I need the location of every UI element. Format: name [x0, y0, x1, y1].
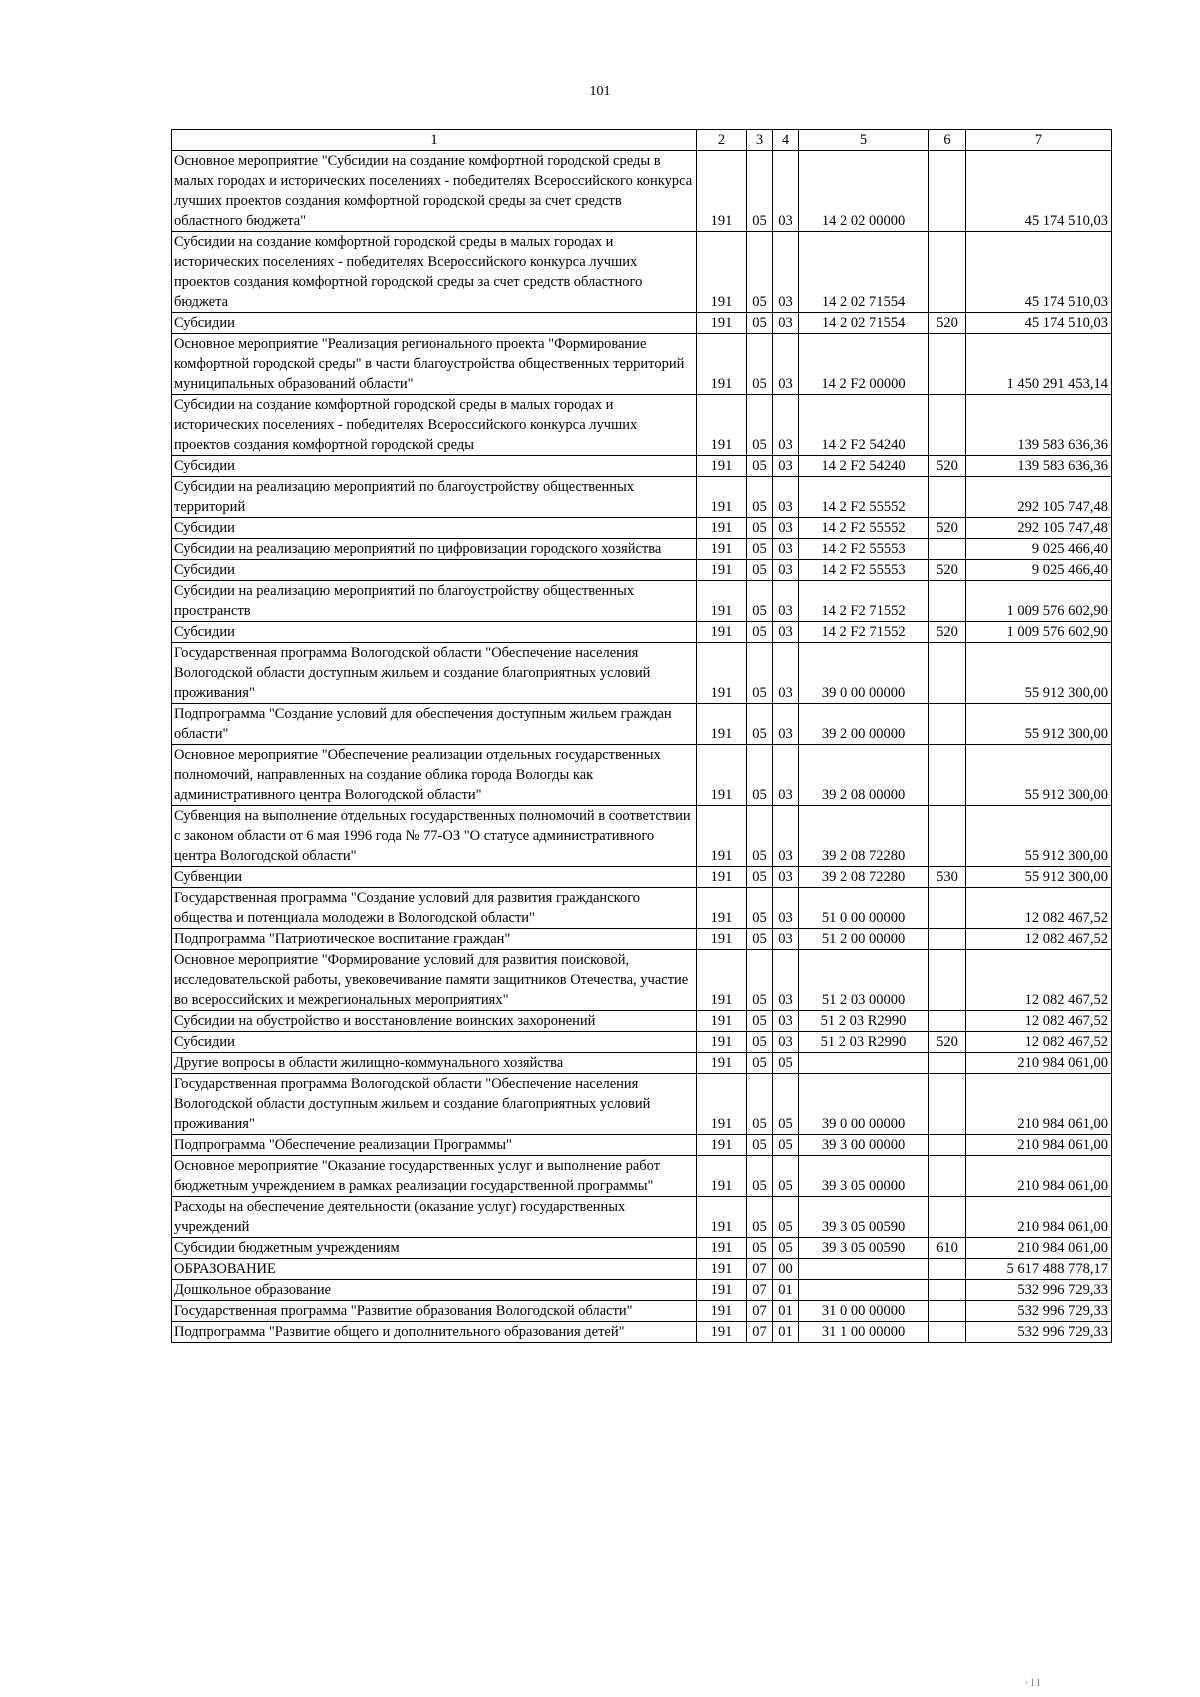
amount-cell: 210 984 061,00: [966, 1197, 1112, 1238]
expense-type-cell: [929, 477, 966, 518]
target-article-cell: 14 2 F2 00000: [799, 334, 929, 395]
target-article-cell: 39 3 05 00000: [799, 1156, 929, 1197]
code-cell: 191: [697, 867, 747, 888]
amount-cell: 210 984 061,00: [966, 1074, 1112, 1135]
expense-type-cell: [929, 1322, 966, 1343]
subsection-cell: 03: [773, 745, 799, 806]
subsection-cell: 05: [773, 1053, 799, 1074]
item-name-cell: Субсидии: [172, 456, 697, 477]
expense-type-cell: [929, 1259, 966, 1280]
subsection-cell: 05: [773, 1197, 799, 1238]
table-row: [172, 334, 1112, 395]
amount-cell: 1 009 576 602,90: [966, 581, 1112, 622]
subsection-cell: 01: [773, 1322, 799, 1343]
subsection-cell: 03: [773, 581, 799, 622]
table-row: [172, 539, 1112, 560]
table-row: [172, 1032, 1112, 1053]
section-cell: 05: [747, 1197, 773, 1238]
expense-type-cell: [929, 539, 966, 560]
subsection-cell: 03: [773, 950, 799, 1011]
amount-cell: 12 082 467,52: [966, 1011, 1112, 1032]
item-name-cell: Подпрограмма "Развитие общего и дополнительного образования детей": [172, 1322, 697, 1343]
amount-cell: 45 174 510,03: [966, 313, 1112, 334]
target-article-cell: 39 2 08 00000: [799, 745, 929, 806]
target-article-cell: [799, 1259, 929, 1280]
table-row: [172, 477, 1112, 518]
target-article-cell: 14 2 F2 54240: [799, 456, 929, 477]
code-cell: 191: [697, 334, 747, 395]
subsection-cell: 03: [773, 704, 799, 745]
code-cell: 191: [697, 950, 747, 1011]
expense-type-cell: [929, 1301, 966, 1322]
amount-cell: 532 996 729,33: [966, 1280, 1112, 1301]
header-cell: 1: [172, 130, 697, 151]
expense-type-cell: 610: [929, 1238, 966, 1259]
subsection-cell: 03: [773, 477, 799, 518]
section-cell: 05: [747, 151, 773, 232]
expense-type-cell: [929, 334, 966, 395]
code-cell: 191: [697, 704, 747, 745]
section-cell: 05: [747, 888, 773, 929]
target-article-cell: 31 1 00 00000: [799, 1322, 929, 1343]
section-cell: 05: [747, 1156, 773, 1197]
section-cell: 05: [747, 477, 773, 518]
code-cell: 191: [697, 581, 747, 622]
subsection-cell: 03: [773, 456, 799, 477]
code-cell: 191: [697, 1280, 747, 1301]
item-name-cell: Дошкольное образование: [172, 1280, 697, 1301]
corner-mark: · l l: [1024, 1677, 1040, 1689]
subsection-cell: 03: [773, 1032, 799, 1053]
amount-cell: 139 583 636,36: [966, 456, 1112, 477]
target-article-cell: 14 2 02 00000: [799, 151, 929, 232]
table-row: [172, 1074, 1112, 1135]
expense-type-cell: [929, 888, 966, 929]
code-cell: 191: [697, 151, 747, 232]
table-row: [172, 1053, 1112, 1074]
target-article-cell: 14 2 F2 55553: [799, 539, 929, 560]
target-article-cell: [799, 1280, 929, 1301]
header-cell: 7: [966, 130, 1112, 151]
amount-cell: 5 617 488 778,17: [966, 1259, 1112, 1280]
item-name-cell: Субсидии на создание комфортной городской среды в малых городах и исторических поселениях - победителях Всероссийского конкурса лучших проектов создания комфортной городской среды: [172, 395, 697, 456]
amount-cell: 210 984 061,00: [966, 1053, 1112, 1074]
item-name-cell: Субсидии на реализацию мероприятий по благоустройству общественных территорий: [172, 477, 697, 518]
amount-cell: 532 996 729,33: [966, 1301, 1112, 1322]
code-cell: 191: [697, 745, 747, 806]
code-cell: 191: [697, 1197, 747, 1238]
item-name-cell: Субсидии: [172, 1032, 697, 1053]
section-cell: 07: [747, 1322, 773, 1343]
expense-type-cell: [929, 806, 966, 867]
item-name-cell: Субсидии: [172, 518, 697, 539]
code-cell: 191: [697, 1322, 747, 1343]
table-row: [172, 1156, 1112, 1197]
subsection-cell: 03: [773, 334, 799, 395]
expense-type-cell: [929, 395, 966, 456]
section-cell: 05: [747, 622, 773, 643]
section-cell: 07: [747, 1301, 773, 1322]
item-name-cell: Субвенция на выполнение отдельных государственных полномочий в соответствии с законом области от 6 мая 1996 года № 77-ОЗ "О статусе административного центра Вологодской области": [172, 806, 697, 867]
expense-type-cell: [929, 929, 966, 950]
section-cell: 05: [747, 929, 773, 950]
amount-cell: 1 450 291 453,14: [966, 334, 1112, 395]
item-name-cell: ОБРАЗОВАНИЕ: [172, 1259, 697, 1280]
code-cell: 191: [697, 477, 747, 518]
target-article-cell: 39 2 08 72280: [799, 806, 929, 867]
section-cell: 05: [747, 867, 773, 888]
target-article-cell: [799, 1053, 929, 1074]
amount-cell: 139 583 636,36: [966, 395, 1112, 456]
expense-type-cell: 530: [929, 867, 966, 888]
expense-type-cell: [929, 950, 966, 1011]
table-row: [172, 395, 1112, 456]
header-cell: 3: [747, 130, 773, 151]
amount-cell: 292 105 747,48: [966, 477, 1112, 518]
code-cell: 191: [697, 313, 747, 334]
amount-cell: 12 082 467,52: [966, 929, 1112, 950]
target-article-cell: 51 2 03 00000: [799, 950, 929, 1011]
section-cell: 05: [747, 1135, 773, 1156]
target-article-cell: 39 3 00 00000: [799, 1135, 929, 1156]
subsection-cell: 05: [773, 1156, 799, 1197]
expense-type-cell: [929, 1197, 966, 1238]
table-row: [172, 643, 1112, 704]
item-name-cell: Государственная программа "Создание условий для развития гражданского общества и потенциала молодежи в Вологодской области": [172, 888, 697, 929]
subsection-cell: 01: [773, 1301, 799, 1322]
code-cell: 191: [697, 1259, 747, 1280]
target-article-cell: 14 2 02 71554: [799, 313, 929, 334]
target-article-cell: 39 3 05 00590: [799, 1238, 929, 1259]
subsection-cell: 05: [773, 1074, 799, 1135]
table-row: [172, 888, 1112, 929]
item-name-cell: Подпрограмма "Создание условий для обеспечения доступным жильем граждан области": [172, 704, 697, 745]
target-article-cell: 14 2 02 71554: [799, 232, 929, 313]
table-row: [172, 518, 1112, 539]
section-cell: 07: [747, 1280, 773, 1301]
table-row: [172, 1135, 1112, 1156]
section-cell: 05: [747, 806, 773, 867]
subsection-cell: 01: [773, 1280, 799, 1301]
item-name-cell: Субсидии: [172, 313, 697, 334]
table-row: [172, 313, 1112, 334]
section-cell: 05: [747, 539, 773, 560]
code-cell: 191: [697, 888, 747, 929]
target-article-cell: 14 2 F2 54240: [799, 395, 929, 456]
amount-cell: 12 082 467,52: [966, 950, 1112, 1011]
item-name-cell: Другие вопросы в области жилищно-коммунального хозяйства: [172, 1053, 697, 1074]
expense-type-cell: [929, 1156, 966, 1197]
target-article-cell: 14 2 F2 55552: [799, 477, 929, 518]
amount-cell: 9 025 466,40: [966, 560, 1112, 581]
section-cell: 05: [747, 232, 773, 313]
table-row: [172, 929, 1112, 950]
item-name-cell: Субсидии: [172, 560, 697, 581]
table-row: [172, 1197, 1112, 1238]
item-name-cell: Субсидии на реализацию мероприятий по цифровизации городского хозяйства: [172, 539, 697, 560]
expense-type-cell: [929, 704, 966, 745]
code-cell: 191: [697, 806, 747, 867]
amount-cell: 55 912 300,00: [966, 867, 1112, 888]
item-name-cell: Основное мероприятие "Реализация регионального проекта "Формирование комфортной городской среды" в части благоустройства общественных территорий муниципальных образований области": [172, 334, 697, 395]
code-cell: 191: [697, 560, 747, 581]
table-row: [172, 1011, 1112, 1032]
section-cell: 05: [747, 1053, 773, 1074]
subsection-cell: 03: [773, 929, 799, 950]
item-name-cell: Подпрограмма "Патриотическое воспитание граждан": [172, 929, 697, 950]
item-name-cell: Подпрограмма "Обеспечение реализации Программы": [172, 1135, 697, 1156]
subsection-cell: 03: [773, 643, 799, 704]
header-cell: 5: [799, 130, 929, 151]
target-article-cell: 51 0 00 00000: [799, 888, 929, 929]
item-name-cell: Основное мероприятие "Формирование условий для развития поисковой, исследовательской работы, увековечивание памяти защитников Отечества, участие во всероссийских и межрегиональных мероприятиях": [172, 950, 697, 1011]
amount-cell: 45 174 510,03: [966, 151, 1112, 232]
target-article-cell: 39 0 00 00000: [799, 643, 929, 704]
subsection-cell: 03: [773, 560, 799, 581]
section-cell: 05: [747, 313, 773, 334]
item-name-cell: Субсидии: [172, 622, 697, 643]
amount-cell: 12 082 467,52: [966, 1032, 1112, 1053]
amount-cell: 55 912 300,00: [966, 643, 1112, 704]
section-cell: 05: [747, 1032, 773, 1053]
header-cell: 2: [697, 130, 747, 151]
section-cell: 05: [747, 560, 773, 581]
expense-type-cell: [929, 745, 966, 806]
table-row: [172, 867, 1112, 888]
item-name-cell: Основное мероприятие "Субсидии на создание комфортной городской среды в малых городах и исторических поселениях - победителях Всероссийского конкурса лучших проектов создания комфортной городской среды за счет средств областного бюджета": [172, 151, 697, 232]
amount-cell: 45 174 510,03: [966, 232, 1112, 313]
item-name-cell: Субсидии на обустройство и восстановление воинских захоронений: [172, 1011, 697, 1032]
item-name-cell: Субсидии на реализацию мероприятий по благоустройству общественных пространств: [172, 581, 697, 622]
item-name-cell: Субсидии бюджетным учреждениям: [172, 1238, 697, 1259]
table-row: [172, 151, 1112, 232]
code-cell: 191: [697, 1032, 747, 1053]
subsection-cell: 03: [773, 518, 799, 539]
budget-table-body: [172, 130, 1112, 1343]
header-cell: 6: [929, 130, 966, 151]
subsection-cell: 00: [773, 1259, 799, 1280]
item-name-cell: Субвенции: [172, 867, 697, 888]
header-cell: 4: [773, 130, 799, 151]
section-cell: 05: [747, 334, 773, 395]
section-cell: 05: [747, 745, 773, 806]
amount-cell: 210 984 061,00: [966, 1135, 1112, 1156]
subsection-cell: 03: [773, 1011, 799, 1032]
item-name-cell: Основное мероприятие "Обеспечение реализации отдельных государственных полномочий, направленных на создание облика города Вологды как административного центра Вологодской области": [172, 745, 697, 806]
target-article-cell: 39 2 08 72280: [799, 867, 929, 888]
amount-cell: 55 912 300,00: [966, 704, 1112, 745]
code-cell: 191: [697, 1238, 747, 1259]
target-article-cell: 14 2 F2 55552: [799, 518, 929, 539]
amount-cell: 1 009 576 602,90: [966, 622, 1112, 643]
expense-type-cell: 520: [929, 313, 966, 334]
section-cell: 05: [747, 704, 773, 745]
subsection-cell: 03: [773, 232, 799, 313]
subsection-cell: 03: [773, 622, 799, 643]
page-number: 101: [589, 84, 611, 99]
table-row: [172, 560, 1112, 581]
subsection-cell: 03: [773, 806, 799, 867]
table-row: [172, 950, 1112, 1011]
budget-table: [171, 129, 1112, 1343]
expense-type-cell: [929, 1011, 966, 1032]
expense-type-cell: 520: [929, 622, 966, 643]
section-cell: 05: [747, 1074, 773, 1135]
amount-cell: 9 025 466,40: [966, 539, 1112, 560]
subsection-cell: 03: [773, 313, 799, 334]
header-row: [172, 130, 1112, 151]
section-cell: 07: [747, 1259, 773, 1280]
item-name-cell: Субсидии на создание комфортной городской среды в малых городах и исторических поселениях - победителях Всероссийского конкурса лучших проектов создания комфортной городской среды за счет средств областного бюджета: [172, 232, 697, 313]
table-row: [172, 581, 1112, 622]
subsection-cell: 05: [773, 1135, 799, 1156]
expense-type-cell: [929, 151, 966, 232]
code-cell: 191: [697, 1301, 747, 1322]
table-row: [172, 745, 1112, 806]
code-cell: 191: [697, 929, 747, 950]
expense-type-cell: 520: [929, 518, 966, 539]
expense-type-cell: 520: [929, 456, 966, 477]
table-row: [172, 1322, 1112, 1343]
code-cell: 191: [697, 643, 747, 704]
target-article-cell: 31 0 00 00000: [799, 1301, 929, 1322]
table-row: [172, 1238, 1112, 1259]
subsection-cell: 03: [773, 888, 799, 929]
code-cell: 191: [697, 395, 747, 456]
code-cell: 191: [697, 232, 747, 313]
expense-type-cell: 520: [929, 560, 966, 581]
amount-cell: 55 912 300,00: [966, 745, 1112, 806]
expense-type-cell: [929, 1280, 966, 1301]
code-cell: 191: [697, 539, 747, 560]
target-article-cell: 39 0 00 00000: [799, 1074, 929, 1135]
item-name-cell: Расходы на обеспечение деятельности (оказание услуг) государственных учреждений: [172, 1197, 697, 1238]
code-cell: 191: [697, 1053, 747, 1074]
table-row: [172, 1280, 1112, 1301]
expense-type-cell: [929, 1053, 966, 1074]
table-row: [172, 704, 1112, 745]
code-cell: 191: [697, 456, 747, 477]
item-name-cell: Государственная программа Вологодской области "Обеспечение населения Вологодской области доступным жильем и создание благоприятных условий проживания": [172, 1074, 697, 1135]
amount-cell: 532 996 729,33: [966, 1322, 1112, 1343]
amount-cell: 210 984 061,00: [966, 1238, 1112, 1259]
table-row: [172, 622, 1112, 643]
item-name-cell: Государственная программа "Развитие образования Вологодской области": [172, 1301, 697, 1322]
item-name-cell: Основное мероприятие "Оказание государственных услуг и выполнение работ бюджетным учреждением в рамках реализации государственной программы": [172, 1156, 697, 1197]
expense-type-cell: [929, 1135, 966, 1156]
section-cell: 05: [747, 581, 773, 622]
expense-type-cell: [929, 581, 966, 622]
amount-cell: 210 984 061,00: [966, 1156, 1112, 1197]
expense-type-cell: [929, 1074, 966, 1135]
target-article-cell: 14 2 F2 71552: [799, 622, 929, 643]
expense-type-cell: [929, 643, 966, 704]
section-cell: 05: [747, 950, 773, 1011]
section-cell: 05: [747, 518, 773, 539]
subsection-cell: 03: [773, 539, 799, 560]
item-name-cell: Государственная программа Вологодской области "Обеспечение населения Вологодской области доступным жильем и создание благоприятных условий проживания": [172, 643, 697, 704]
section-cell: 05: [747, 456, 773, 477]
table-row: [172, 1259, 1112, 1280]
code-cell: 191: [697, 1135, 747, 1156]
code-cell: 191: [697, 518, 747, 539]
section-cell: 05: [747, 643, 773, 704]
expense-type-cell: 520: [929, 1032, 966, 1053]
expense-type-cell: [929, 232, 966, 313]
table-row: [172, 232, 1112, 313]
table-row: [172, 456, 1112, 477]
target-article-cell: 51 2 00 00000: [799, 929, 929, 950]
target-article-cell: 14 2 F2 55553: [799, 560, 929, 581]
table-row: [172, 1301, 1112, 1322]
code-cell: 191: [697, 1156, 747, 1197]
subsection-cell: 03: [773, 151, 799, 232]
subsection-cell: 03: [773, 395, 799, 456]
table-row: [172, 806, 1112, 867]
subsection-cell: 03: [773, 867, 799, 888]
code-cell: 191: [697, 1011, 747, 1032]
amount-cell: 292 105 747,48: [966, 518, 1112, 539]
amount-cell: 55 912 300,00: [966, 806, 1112, 867]
target-article-cell: 39 3 05 00590: [799, 1197, 929, 1238]
amount-cell: 12 082 467,52: [966, 888, 1112, 929]
target-article-cell: 39 2 00 00000: [799, 704, 929, 745]
target-article-cell: 51 2 03 R2990: [799, 1032, 929, 1053]
code-cell: 191: [697, 1074, 747, 1135]
target-article-cell: 14 2 F2 71552: [799, 581, 929, 622]
code-cell: 191: [697, 622, 747, 643]
section-cell: 05: [747, 1011, 773, 1032]
subsection-cell: 05: [773, 1238, 799, 1259]
section-cell: 05: [747, 395, 773, 456]
target-article-cell: 51 2 03 R2990: [799, 1011, 929, 1032]
section-cell: 05: [747, 1238, 773, 1259]
